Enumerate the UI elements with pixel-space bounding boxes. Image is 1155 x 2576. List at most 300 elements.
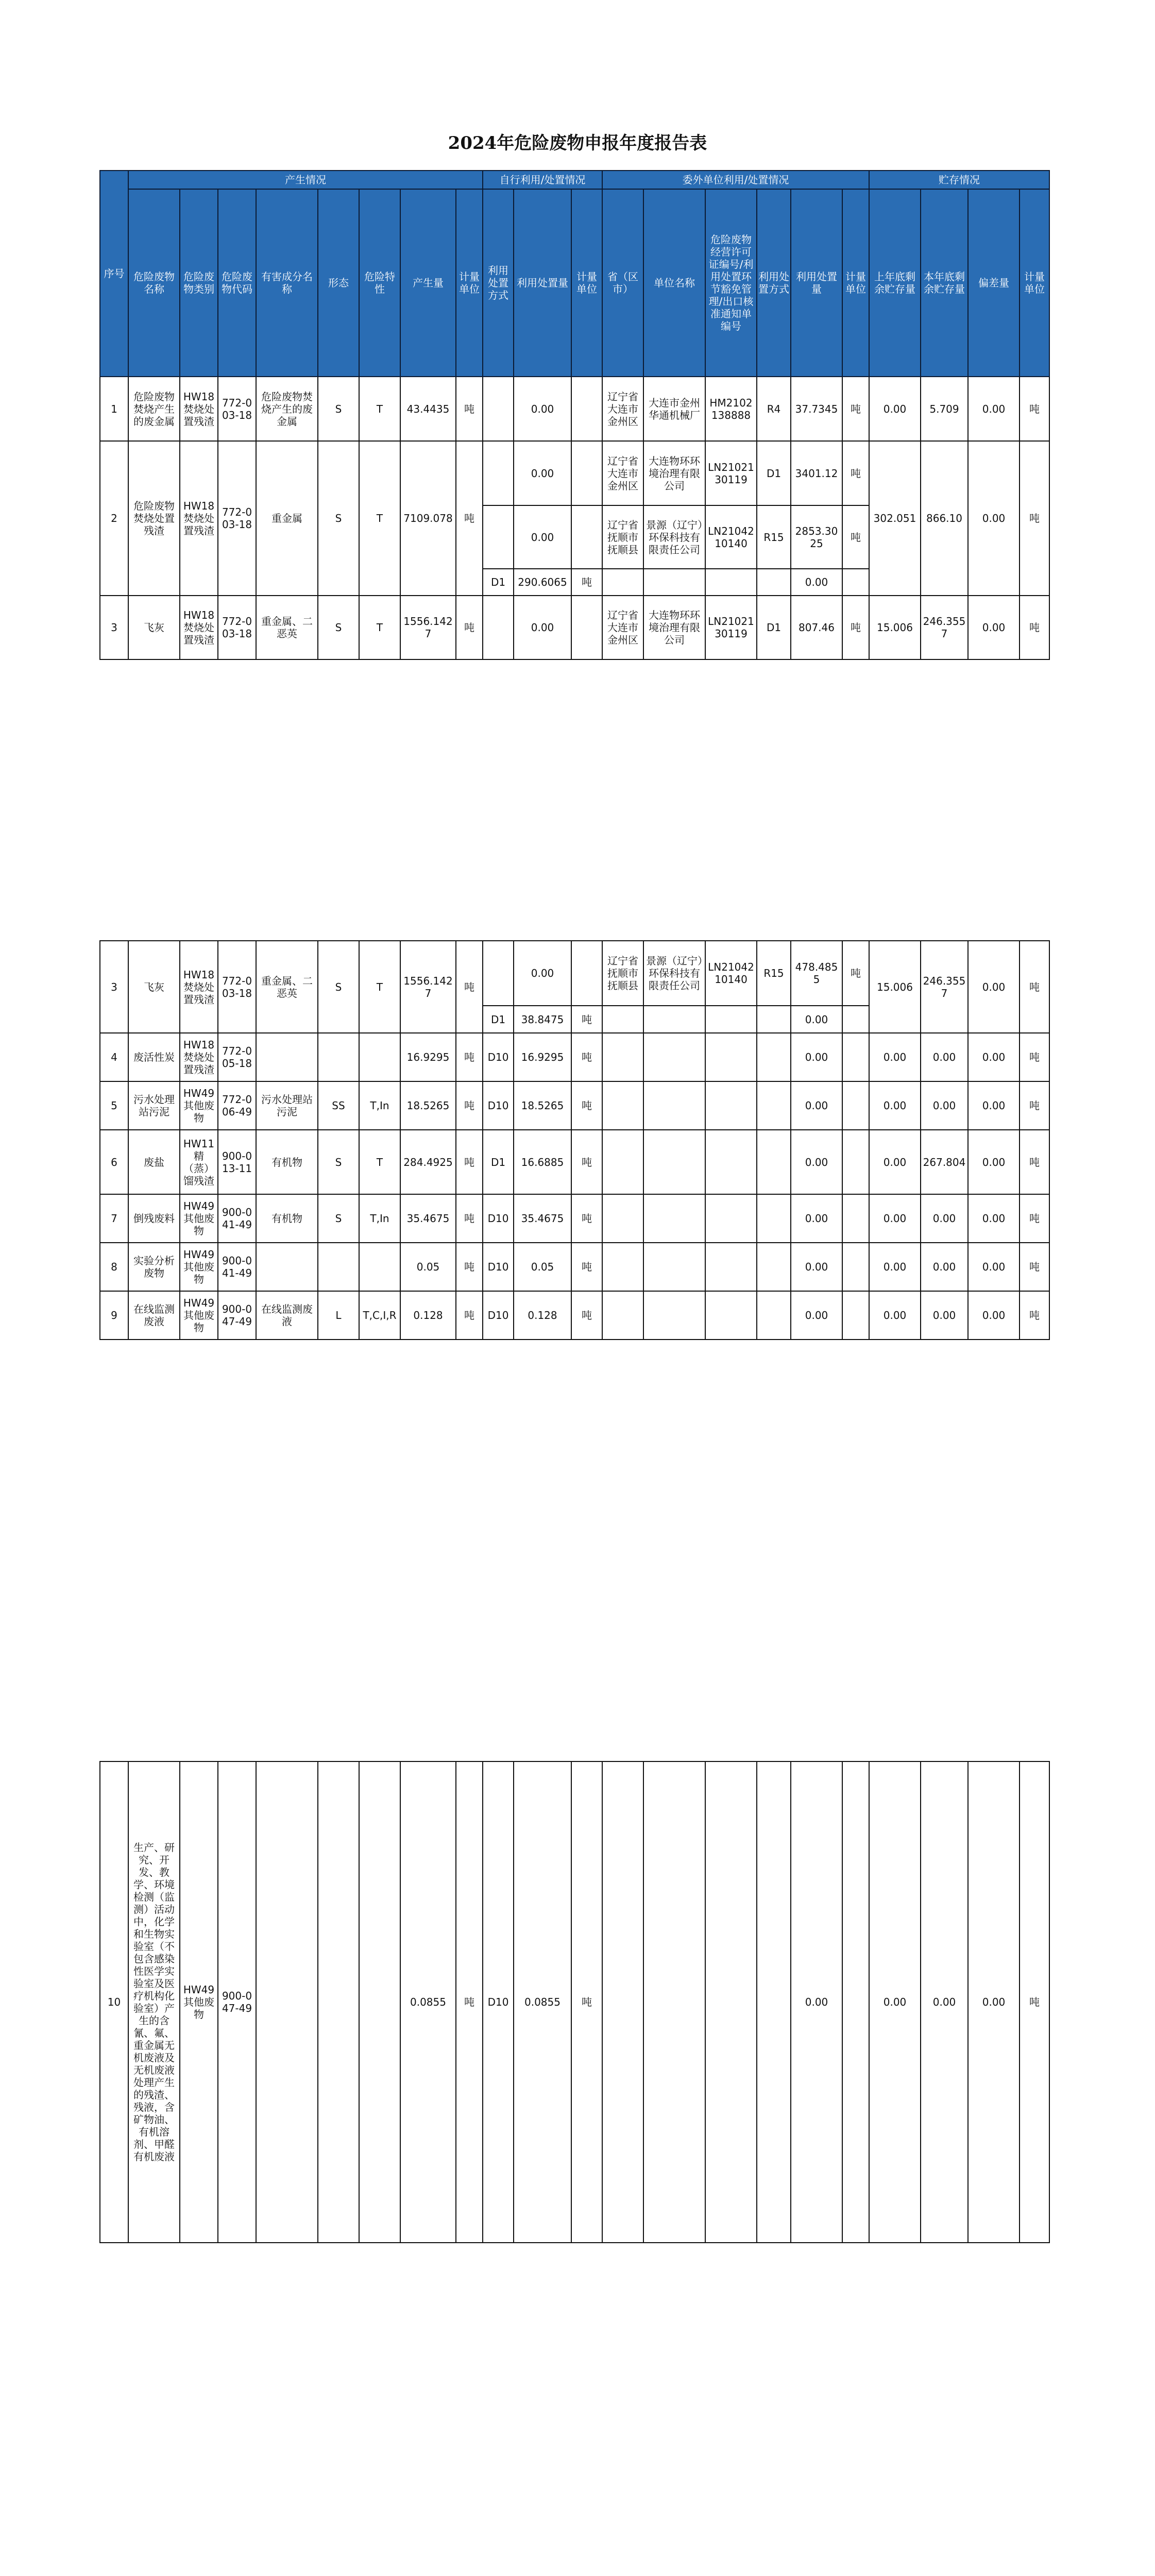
table-row <box>100 1033 1049 1081</box>
cell-self-unit: 吨 <box>571 1194 602 1243</box>
cell-code: 900-047-49 <box>218 1761 256 2243</box>
header-code: 危险废物代码 <box>218 189 256 377</box>
cell-company <box>643 1130 705 1194</box>
cell-out-amount: 0.00 <box>791 1130 842 1194</box>
cell-amount: 7109.078 <box>400 441 456 596</box>
cell-out-unit <box>842 1194 869 1243</box>
cell-license <box>705 569 757 596</box>
cell-prev-stock: 0.00 <box>869 377 921 441</box>
cell-stock-unit: 吨 <box>1020 441 1049 596</box>
cell-curr-stock: 246.3557 <box>921 596 968 659</box>
cell-company <box>643 1033 705 1081</box>
cell-curr-stock: 5.709 <box>921 377 968 441</box>
waste-report-table-part1 <box>99 170 1050 660</box>
cell-self-amount: 16.6885 <box>514 1130 571 1194</box>
cell-amount: 35.4675 <box>400 1194 456 1243</box>
cell-self-amount: 0.05 <box>514 1243 571 1291</box>
cell-hazard: T,In <box>359 1081 400 1130</box>
header-out-method: 利用处置方式 <box>757 189 791 377</box>
cell-name: 在线监测废液 <box>128 1291 180 1340</box>
cell-self-amount: 38.8475 <box>514 1006 571 1033</box>
cell-unit: 吨 <box>456 596 483 659</box>
cell-self-method <box>483 441 514 505</box>
cell-self-unit: 吨 <box>571 1081 602 1130</box>
cell-stock-unit: 吨 <box>1020 377 1049 441</box>
cell-province <box>602 569 643 596</box>
cell-out-amount: 0.00 <box>791 1243 842 1291</box>
cell-province <box>602 1130 643 1194</box>
cell-company: 大连物环环境治理有限公司 <box>643 596 705 659</box>
cell-self-method: D10 <box>483 1243 514 1291</box>
cell-name: 废活性炭 <box>128 1033 180 1081</box>
header-unit: 计量单位 <box>456 189 483 377</box>
cell-province: 辽宁省抚顺市抚顺县 <box>602 941 643 1006</box>
header-category: 危险废物类别 <box>180 189 218 377</box>
header-seq: 序号 <box>100 171 128 377</box>
cell-hazard: T <box>359 941 400 1033</box>
cell-seq: 9 <box>100 1291 128 1340</box>
cell-form <box>318 1761 359 2243</box>
cell-category: HW18焚烧处置残渣 <box>180 596 218 659</box>
cell-self-method: D10 <box>483 1033 514 1081</box>
cell-prev-stock: 0.00 <box>869 1761 921 2243</box>
cell-out-amount: 37.7345 <box>791 377 842 441</box>
cell-self-amount: 0.00 <box>514 441 571 505</box>
cell-component: 重金属、二恶英 <box>256 941 318 1033</box>
cell-out-method: D1 <box>757 596 791 659</box>
cell-category: HW49其他废物 <box>180 1194 218 1243</box>
cell-curr-stock: 866.10 <box>921 441 968 596</box>
cell-self-amount: 35.4675 <box>514 1194 571 1243</box>
cell-unit: 吨 <box>456 1033 483 1081</box>
cell-province: 辽宁省大连市金州区 <box>602 441 643 505</box>
cell-out-method <box>757 569 791 596</box>
cell-out-amount: 2853.3025 <box>791 505 842 569</box>
cell-stock-unit: 吨 <box>1020 1291 1049 1340</box>
cell-self-method: D10 <box>483 1761 514 2243</box>
cell-self-amount: 0.00 <box>514 505 571 569</box>
cell-deviation: 0.00 <box>968 1194 1020 1243</box>
cell-company <box>643 1006 705 1033</box>
cell-self-unit: 吨 <box>571 1006 602 1033</box>
cell-prev-stock: 302.051 <box>869 441 921 596</box>
header-province: 省（区市） <box>602 189 643 377</box>
cell-out-unit <box>842 1081 869 1130</box>
cell-name: 飞灰 <box>128 596 180 659</box>
cell-out-unit: 吨 <box>842 596 869 659</box>
cell-out-unit <box>842 1033 869 1081</box>
cell-form <box>318 1033 359 1081</box>
cell-seq: 5 <box>100 1081 128 1130</box>
cell-self-unit: 吨 <box>571 1130 602 1194</box>
cell-category: HW11精（蒸）馏残渣 <box>180 1130 218 1194</box>
cell-province <box>602 1761 643 2243</box>
cell-seq: 6 <box>100 1130 128 1194</box>
cell-code: 900-047-49 <box>218 1291 256 1340</box>
cell-out-unit: 吨 <box>842 941 869 1006</box>
cell-company <box>643 1194 705 1243</box>
cell-out-unit: 吨 <box>842 377 869 441</box>
cell-province <box>602 1291 643 1340</box>
cell-component: 污水处理站污泥 <box>256 1081 318 1130</box>
cell-out-unit <box>842 1761 869 2243</box>
cell-self-amount: 0.0855 <box>514 1761 571 2243</box>
cell-form: L <box>318 1291 359 1340</box>
cell-self-unit: 吨 <box>571 1243 602 1291</box>
cell-curr-stock: 246.3557 <box>921 941 968 1033</box>
cell-seq: 4 <box>100 1033 128 1081</box>
cell-license <box>705 1130 757 1194</box>
cell-out-unit: 吨 <box>842 505 869 569</box>
cell-self-amount: 290.6065 <box>514 569 571 596</box>
cell-code: 772-005-18 <box>218 1033 256 1081</box>
cell-code: 772-003-18 <box>218 377 256 441</box>
cell-name: 飞灰 <box>128 941 180 1033</box>
cell-self-unit: 吨 <box>571 1291 602 1340</box>
cell-license: HM2102138888 <box>705 377 757 441</box>
cell-curr-stock: 0.00 <box>921 1761 968 2243</box>
cell-self-unit <box>571 941 602 1006</box>
header-curr-stock: 本年底剩余贮存量 <box>921 189 968 377</box>
cell-category: HW18焚烧处置残渣 <box>180 377 218 441</box>
cell-stock-unit: 吨 <box>1020 1761 1049 2243</box>
table-row <box>100 941 1049 1006</box>
cell-company <box>643 1081 705 1130</box>
cell-stock-unit: 吨 <box>1020 1033 1049 1081</box>
cell-province <box>602 1006 643 1033</box>
cell-name: 废盐 <box>128 1130 180 1194</box>
cell-name: 倒残废料 <box>128 1194 180 1243</box>
cell-out-method <box>757 1081 791 1130</box>
waste-report-table-part2 <box>99 940 1050 1340</box>
cell-out-method <box>757 1130 791 1194</box>
cell-license: LN2104210140 <box>705 505 757 569</box>
cell-curr-stock: 0.00 <box>921 1194 968 1243</box>
cell-out-method <box>757 1243 791 1291</box>
cell-out-method <box>757 1291 791 1340</box>
header-out-amount: 利用处置量 <box>791 189 842 377</box>
cell-out-amount: 807.46 <box>791 596 842 659</box>
cell-prev-stock: 15.006 <box>869 596 921 659</box>
cell-category: HW49其他废物 <box>180 1761 218 2243</box>
cell-license: LN2102130119 <box>705 441 757 505</box>
cell-category: HW49其他废物 <box>180 1291 218 1340</box>
cell-amount: 18.5265 <box>400 1081 456 1130</box>
cell-code: 900-041-49 <box>218 1194 256 1243</box>
cell-out-method <box>757 1006 791 1033</box>
cell-license <box>705 1761 757 2243</box>
cell-out-method <box>757 1194 791 1243</box>
table-row <box>100 377 1049 441</box>
header-component: 有害成分名称 <box>256 189 318 377</box>
cell-deviation: 0.00 <box>968 1130 1020 1194</box>
cell-self-method: D1 <box>483 1006 514 1033</box>
cell-self-unit <box>571 596 602 659</box>
cell-license <box>705 1243 757 1291</box>
cell-out-amount: 0.00 <box>791 1291 842 1340</box>
cell-out-method: R15 <box>757 941 791 1006</box>
cell-out-method <box>757 1033 791 1081</box>
cell-hazard <box>359 1243 400 1291</box>
cell-deviation: 0.00 <box>968 1033 1020 1081</box>
header-deviation: 偏差量 <box>968 189 1020 377</box>
cell-category: HW18焚烧处置残渣 <box>180 441 218 596</box>
waste-report-table-part3 <box>99 1761 1050 2243</box>
cell-deviation: 0.00 <box>968 596 1020 659</box>
cell-out-unit <box>842 1130 869 1194</box>
cell-company: 大连市金州华通机械厂 <box>643 377 705 441</box>
cell-province: 辽宁省抚顺市抚顺县 <box>602 505 643 569</box>
table-row <box>100 1081 1049 1130</box>
cell-component: 危险废物焚烧产生的废金属 <box>256 377 318 441</box>
cell-amount: 1556.1427 <box>400 941 456 1033</box>
cell-deviation: 0.00 <box>968 1291 1020 1340</box>
cell-out-unit <box>842 1291 869 1340</box>
cell-self-amount: 0.00 <box>514 941 571 1006</box>
cell-stock-unit: 吨 <box>1020 1194 1049 1243</box>
cell-self-method <box>483 941 514 1006</box>
cell-province <box>602 1033 643 1081</box>
header-prev-stock: 上年底剩余贮存量 <box>869 189 921 377</box>
cell-curr-stock: 0.00 <box>921 1243 968 1291</box>
cell-curr-stock: 0.00 <box>921 1033 968 1081</box>
cell-out-unit <box>842 1243 869 1291</box>
cell-curr-stock: 267.804 <box>921 1130 968 1194</box>
cell-hazard: T <box>359 377 400 441</box>
header-out-unit: 计量单位 <box>842 189 869 377</box>
cell-prev-stock: 0.00 <box>869 1194 921 1243</box>
cell-hazard <box>359 1033 400 1081</box>
cell-category: HW49其他废物 <box>180 1243 218 1291</box>
page-title: 2024年危险废物申报年度报告表 <box>448 133 707 154</box>
cell-name: 污水处理站污泥 <box>128 1081 180 1130</box>
cell-out-unit <box>842 1006 869 1033</box>
cell-province <box>602 1243 643 1291</box>
cell-out-unit: 吨 <box>842 441 869 505</box>
cell-deviation: 0.00 <box>968 1761 1020 2243</box>
cell-seq: 2 <box>100 441 128 596</box>
cell-self-amount: 18.5265 <box>514 1081 571 1130</box>
cell-company: 景源（辽宁）环保科技有限责任公司 <box>643 505 705 569</box>
cell-hazard: T <box>359 596 400 659</box>
cell-province: 辽宁省大连市金州区 <box>602 377 643 441</box>
cell-form: S <box>318 377 359 441</box>
cell-out-amount: 0.00 <box>791 569 842 596</box>
cell-form <box>318 1243 359 1291</box>
cell-unit: 吨 <box>456 941 483 1033</box>
cell-hazard: T <box>359 1130 400 1194</box>
cell-component <box>256 1761 318 2243</box>
cell-out-amount: 0.00 <box>791 1194 842 1243</box>
cell-seq: 8 <box>100 1243 128 1291</box>
cell-company <box>643 1243 705 1291</box>
header-amount: 产生量 <box>400 189 456 377</box>
cell-self-unit <box>571 441 602 505</box>
cell-unit: 吨 <box>456 1130 483 1194</box>
cell-company <box>643 569 705 596</box>
cell-prev-stock: 0.00 <box>869 1033 921 1081</box>
header-form: 形态 <box>318 189 359 377</box>
cell-form: SS <box>318 1081 359 1130</box>
cell-curr-stock: 0.00 <box>921 1291 968 1340</box>
cell-self-method <box>483 596 514 659</box>
cell-license <box>705 1194 757 1243</box>
cell-out-amount: 478.4855 <box>791 941 842 1006</box>
cell-self-unit <box>571 377 602 441</box>
cell-self-amount: 0.00 <box>514 596 571 659</box>
cell-out-amount: 0.00 <box>791 1033 842 1081</box>
group-storage: 贮存情况 <box>869 171 1049 189</box>
cell-stock-unit: 吨 <box>1020 596 1049 659</box>
cell-license: LN2104210140 <box>705 941 757 1006</box>
cell-license <box>705 1081 757 1130</box>
cell-amount: 43.4435 <box>400 377 456 441</box>
cell-form: S <box>318 441 359 596</box>
cell-company <box>643 1291 705 1340</box>
header-stock-unit: 计量单位 <box>1020 189 1049 377</box>
cell-name: 生产、研究、开发、教学、环境检测（监测）活动中，化学和生物实验室（不包含感染性医学实验室及医疗机构化验室）产生的含氰、氟、重金属无机废液及无机废液处理产生的残渣、残液，含矿物油、有机溶剂、甲醛有机废液 <box>128 1761 180 2243</box>
cell-self-method: D1 <box>483 1130 514 1194</box>
cell-self-unit: 吨 <box>571 1761 602 2243</box>
cell-component <box>256 1033 318 1081</box>
cell-deviation: 0.00 <box>968 1243 1020 1291</box>
cell-self-method: D10 <box>483 1291 514 1340</box>
cell-seq: 7 <box>100 1194 128 1243</box>
cell-seq: 10 <box>100 1761 128 2243</box>
cell-component: 有机物 <box>256 1194 318 1243</box>
table-row <box>100 1243 1049 1291</box>
cell-prev-stock: 0.00 <box>869 1081 921 1130</box>
cell-out-method: R4 <box>757 377 791 441</box>
header-self-amount: 利用处置量 <box>514 189 571 377</box>
cell-code: 772-003-18 <box>218 441 256 596</box>
cell-stock-unit: 吨 <box>1020 941 1049 1033</box>
cell-form: S <box>318 596 359 659</box>
cell-prev-stock: 0.00 <box>869 1291 921 1340</box>
header-license: 危险废物经营许可证编号/利用处置环节豁免管理/出口核准通知单编号 <box>705 189 757 377</box>
cell-hazard: T,In <box>359 1194 400 1243</box>
header-self-unit: 计量单位 <box>571 189 602 377</box>
cell-category: HW18焚烧处置残渣 <box>180 1033 218 1081</box>
table-row <box>100 1194 1049 1243</box>
cell-unit: 吨 <box>456 1243 483 1291</box>
cell-license <box>705 1291 757 1340</box>
cell-code: 772-006-49 <box>218 1081 256 1130</box>
cell-self-method: D10 <box>483 1194 514 1243</box>
cell-form: S <box>318 941 359 1033</box>
cell-out-amount: 0.00 <box>791 1006 842 1033</box>
cell-license <box>705 1006 757 1033</box>
cell-code: 900-013-11 <box>218 1130 256 1194</box>
cell-hazard <box>359 1761 400 2243</box>
cell-unit: 吨 <box>456 1761 483 2243</box>
cell-out-unit <box>842 569 869 596</box>
cell-self-amount: 0.00 <box>514 377 571 441</box>
cell-self-method <box>483 505 514 569</box>
cell-code: 772-003-18 <box>218 941 256 1033</box>
cell-self-unit: 吨 <box>571 569 602 596</box>
cell-stock-unit: 吨 <box>1020 1130 1049 1194</box>
cell-name: 实验分析废物 <box>128 1243 180 1291</box>
cell-name: 危险废物焚烧处置残渣 <box>128 441 180 596</box>
cell-curr-stock: 0.00 <box>921 1081 968 1130</box>
table-row <box>100 1291 1049 1340</box>
cell-out-amount: 3401.12 <box>791 441 842 505</box>
cell-component: 有机物 <box>256 1130 318 1194</box>
cell-company: 景源（辽宁）环保科技有限责任公司 <box>643 941 705 1006</box>
header-name: 危险废物名称 <box>128 189 180 377</box>
cell-self-method: D10 <box>483 1081 514 1130</box>
cell-component <box>256 1243 318 1291</box>
table-row <box>100 1761 1049 2243</box>
cell-out-amount: 0.00 <box>791 1081 842 1130</box>
cell-unit: 吨 <box>456 441 483 596</box>
cell-seq: 3 <box>100 941 128 1033</box>
cell-amount: 16.9295 <box>400 1033 456 1081</box>
cell-out-method: R15 <box>757 505 791 569</box>
cell-prev-stock: 15.006 <box>869 941 921 1033</box>
cell-province: 辽宁省大连市金州区 <box>602 596 643 659</box>
cell-license <box>705 1033 757 1081</box>
cell-unit: 吨 <box>456 377 483 441</box>
table-row <box>100 441 1049 505</box>
cell-category: HW49其他废物 <box>180 1081 218 1130</box>
header-self-method: 利用处置方式 <box>483 189 514 377</box>
cell-form: S <box>318 1194 359 1243</box>
cell-amount: 0.0855 <box>400 1761 456 2243</box>
cell-self-unit: 吨 <box>571 1033 602 1081</box>
header-company: 单位名称 <box>643 189 705 377</box>
cell-license: LN2102130119 <box>705 596 757 659</box>
cell-code: 900-041-49 <box>218 1243 256 1291</box>
cell-self-unit <box>571 505 602 569</box>
cell-name: 危险废物焚烧产生的废金属 <box>128 377 180 441</box>
cell-amount: 284.4925 <box>400 1130 456 1194</box>
cell-province <box>602 1194 643 1243</box>
cell-out-method: D1 <box>757 441 791 505</box>
cell-category: HW18焚烧处置残渣 <box>180 941 218 1033</box>
table-row <box>100 1130 1049 1194</box>
cell-self-method <box>483 377 514 441</box>
cell-amount: 1556.1427 <box>400 596 456 659</box>
cell-company: 大连物环环境治理有限公司 <box>643 441 705 505</box>
cell-deviation: 0.00 <box>968 941 1020 1033</box>
cell-stock-unit: 吨 <box>1020 1243 1049 1291</box>
cell-component: 重金属 <box>256 441 318 596</box>
cell-deviation: 0.00 <box>968 377 1020 441</box>
cell-self-method: D1 <box>483 569 514 596</box>
cell-prev-stock: 0.00 <box>869 1243 921 1291</box>
cell-seq: 1 <box>100 377 128 441</box>
cell-stock-unit: 吨 <box>1020 1081 1049 1130</box>
group-produce: 产生情况 <box>128 171 483 189</box>
cell-seq: 3 <box>100 596 128 659</box>
cell-form: S <box>318 1130 359 1194</box>
table-row <box>100 596 1049 659</box>
cell-self-amount: 16.9295 <box>514 1033 571 1081</box>
cell-prev-stock: 0.00 <box>869 1130 921 1194</box>
cell-hazard: T,C,I,R <box>359 1291 400 1340</box>
cell-unit: 吨 <box>456 1081 483 1130</box>
cell-out-method <box>757 1761 791 2243</box>
cell-code: 772-003-18 <box>218 596 256 659</box>
cell-self-amount: 0.128 <box>514 1291 571 1340</box>
cell-amount: 0.128 <box>400 1291 456 1340</box>
group-self: 自行利用/处置情况 <box>483 171 602 189</box>
cell-company <box>643 1761 705 2243</box>
cell-component: 重金属、二恶英 <box>256 596 318 659</box>
cell-unit: 吨 <box>456 1291 483 1340</box>
